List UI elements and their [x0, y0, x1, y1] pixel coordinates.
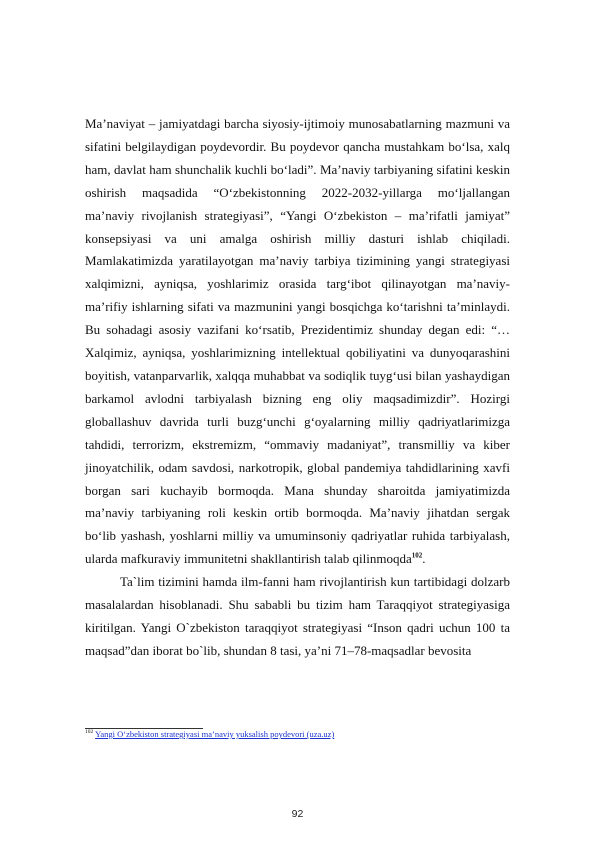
- footnote: [85, 729, 510, 740]
- footnote-link[interactable]: Yangi O‘zbekiston strategiyasi ma’naviy yuksalish poydevori (uza.uz): [95, 729, 335, 739]
- footnote-number: 102: [85, 729, 94, 736]
- paragraph-1-text: Ma’naviyat – jamiyatdagi barcha siyosiy-ijtimoiy munosabatlarning mazmuni va sifatini belgilaydigan poydevordir. Bu poydevor qancha mustahkam bo‘lsa, xalq ham, davlat ham shunchalik kuchli bo‘ladi”. Ma’naviy tarbiyaning sifatini keskin oshirish maqsadida “O‘zbekistonning 2022-2032-yillarga mo‘ljallangan ma’naviy rivojlanish strategiyasi”, “Yangi O‘zbekiston – ma’rifatli jamiyat” konsepsiyasi va uni amalga oshirish milliy dasturi ishlab chiqiladi. Mamlakatimizda yaratilayotgan ma’naviy tarbiya tizimining yangi strategiyasi xalqimizni, ayniqsa, yoshlarimiz orasida targ‘ibot qilinayotgan ma’naviy-ma’rifiy ishlarning sifati va mazmunini yangi bosqichga ko‘tarishni ta’minlaydi. Bu sohadagi asosiy vazifani ko‘rsatib, Prezidentimiz shunday degan edi: “…Xalqimiz, ayniqsa, yoshlarimizning intellektual qobiliyatini va dunyoqarashini boyitish, vatanparvarlik, xalqqa muhabbat va sodiqlik tuyg‘usi bilan yashaydigan barkamol avlodni tarbiyalash bizning eng oliy maqsadimizdir”. Hozirgi globallashuv davrida turli buzg‘unchi g‘oyalarning milliy qadriyatlarimizga tahdidi, terrorizm, ekstremizm, “ommaviy madaniyat”, transmilliy va kiber jinoyatchilik, odam savdosi, narkotropik, global pandemiya tahdidlarining xavfi borgan sari kuchayib bormoqda. Mana shunday sharoitda jamiyatimizda ma’naviy tarbiyaning roli keskin ortib bormoqda. Ma’naviy jihatdan sergak bo‘lib yashash, yoshlarni milliy va umuminsoniy qadriyatlar ruhida tarbiyalash, ularda mafkuraviy immunitetni shakllantirish talab qilinmoqda: [85, 116, 510, 567]
- body-text: [85, 113, 510, 663]
- paragraph-2: Ta`lim tizimini hamda ilm-fanni ham rivojlantirish kun tartibidagi dolzarb masalalardan hisoblanadi. Shu sababli bu tizim ham Taraqqiyot strategiyasiga kiritilgan. Yangi O`zbekiston taraqqiyot strategiyasi “Inson qadri uchun 100 ta maqsad”dan iborat bo`lib, shundan 8 tasi, ya’ni 71–78-maqsadlar bevosita: [85, 574, 510, 658]
- page-number: 92: [291, 808, 304, 820]
- paragraph-1: [85, 113, 510, 571]
- paragraph-1-end: .: [422, 551, 426, 567]
- footnote-reference[interactable]: 102: [411, 551, 423, 560]
